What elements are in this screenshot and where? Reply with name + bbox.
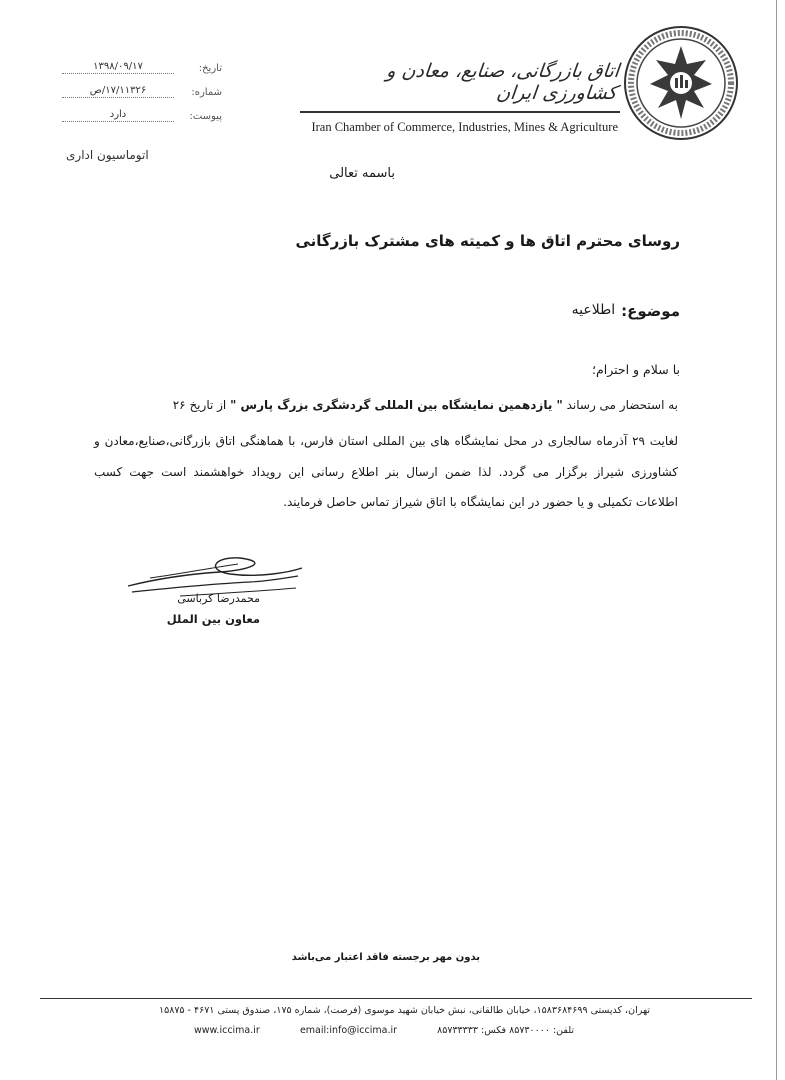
recipient-line: روسای محترم اتاق ها و کمیته های مشترک بازرگانی — [295, 232, 680, 250]
letter-meta — [62, 50, 222, 122]
body-line-2: لغایت ۲۹ آذرماه سالجاری در محل نمایشگاه های بین المللی استان فارس، با هماهنگی اتاق بازرگانی،صنایع،معادن و — [94, 434, 678, 448]
invocation: باسمه تعالی — [329, 166, 395, 181]
greeting: با سلام و احترام؛ — [592, 362, 680, 377]
body-line-1 — [94, 390, 678, 420]
event-title: " یازدهمین نمایشگاه بین المللی گردشگری بزرگ پارس " — [230, 398, 563, 412]
number-label: شماره: — [191, 87, 222, 98]
chamber-emblem-icon — [622, 24, 740, 142]
department-label: اتوماسیون اداری — [66, 148, 149, 162]
attachment-value: دارد — [62, 109, 174, 122]
number-row — [62, 74, 222, 98]
organization-name-fa: اتاق بازرگانی، صنایع، معادن و کشاورزی ایران — [385, 60, 621, 104]
footer-phone-fax: تلفن: ۸۵۷۳۰۰۰۰ فکس: ۸۵۷۳۳۳۳۳ — [437, 1025, 574, 1036]
subject-label: موضوع: — [621, 302, 680, 320]
body-line-1-end: از تاریخ ۲۶ — [172, 398, 231, 412]
signer-name: محمدرضا کرباسی — [177, 592, 260, 605]
footer-email: email:info@iccima.ir — [299, 1025, 398, 1036]
footer-address: تهران، کدپستی ۱۵۸۳۶۸۴۶۹۹، خیابان طالقانی، نبش خیابان شهید موسوی (فرصت)، شماره ۱۷۵، صندوق پستی ۴۶۷۱ - ۱۵۸۷۵ — [159, 1005, 650, 1016]
attachment-label: پیوست: — [189, 111, 222, 122]
number-value: ۱۷/۱۱۳۲۶/ص — [62, 85, 174, 98]
body-line-3: کشاورزی شیراز برگزار می گردد. لذا ضمن ارسال بنر اطلاع رسانی این رویداد خواهشمند است جهت کسب — [94, 465, 678, 479]
date-value: ۱۳۹۸/۰۹/۱۷ — [62, 61, 174, 74]
footer-contact — [194, 1025, 574, 1036]
date-row — [62, 50, 222, 74]
footer-rule — [40, 998, 752, 999]
scan-edge-line — [776, 0, 777, 1080]
date-label: تاریخ: — [198, 63, 222, 74]
attachment-row — [62, 98, 222, 122]
footer-website: www.iccima.ir — [194, 1025, 260, 1036]
subject-line — [572, 302, 680, 320]
body-line-4: اطلاعات تکمیلی و یا حضور در این نمایشگاه با اتاق شیراز تماس حاصل فرمایند. — [283, 495, 678, 509]
body-line-1-start: به استحضار می رساند — [562, 398, 678, 412]
subject-value: اطلاعیه — [571, 302, 616, 318]
organization-name-en: Iran Chamber of Commerce, Industries, Mines & Agriculture — [311, 120, 618, 134]
organization-rule — [300, 111, 620, 113]
stamp-validity-note: بدون مهر برجسته فاقد اعتبار می‌باشد — [291, 952, 480, 963]
signer-title: معاون بین الملل — [166, 612, 260, 626]
